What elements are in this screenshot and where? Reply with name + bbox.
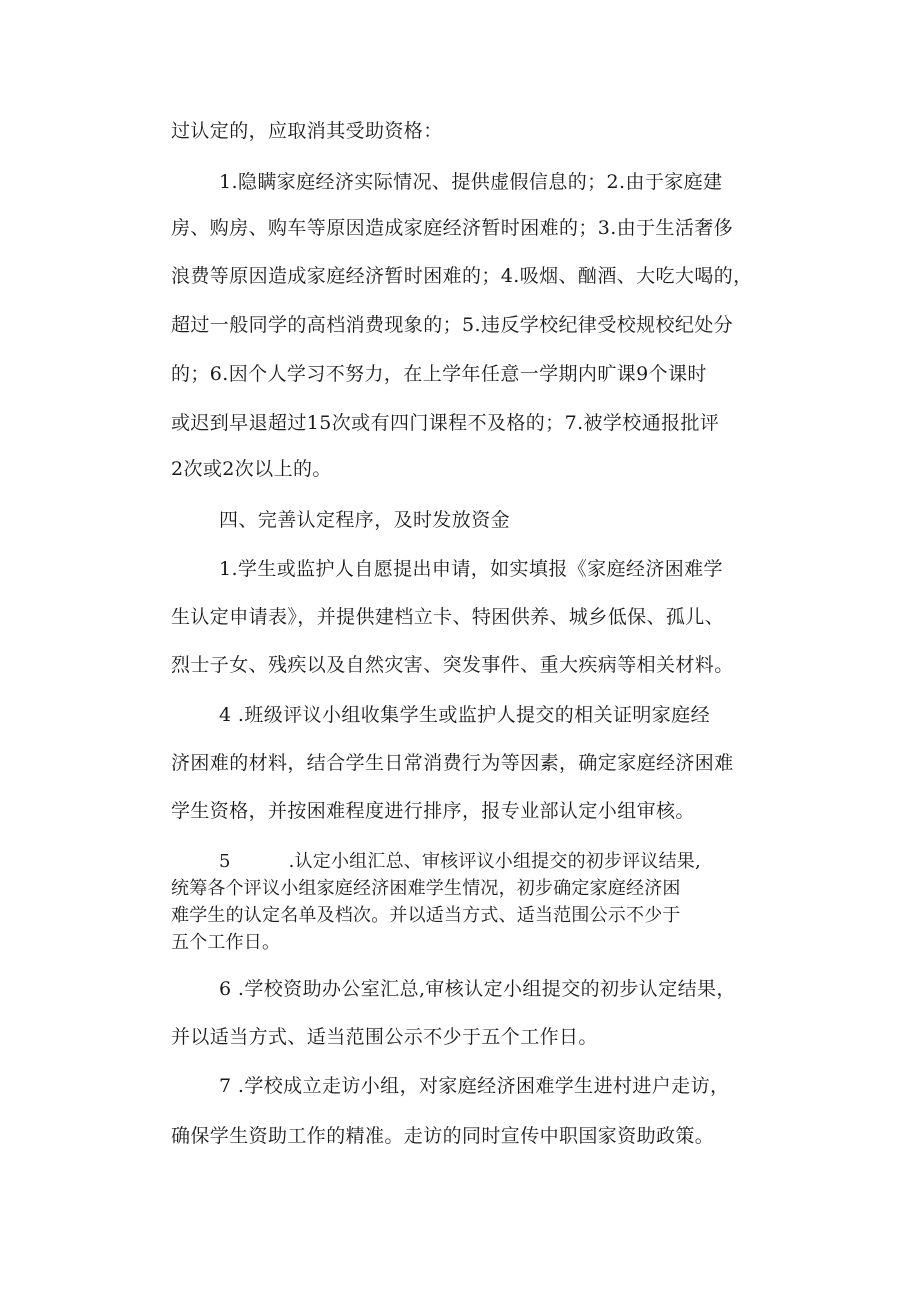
item-5-text: .认定小组汇总、审核评议小组提交的初步评议结果, — [288, 851, 701, 872]
paragraph-line: 或迟到早退超过15次或有四门课程不及格的；7.被学校通报批评 — [171, 412, 720, 434]
paragraph-line: 6 .学校资助办公室汇总,审核认定小组提交的初步认定结果， — [219, 978, 736, 1000]
paragraph-line: 1.隐瞒家庭经济实际情况、提供虚假信息的；2.由于家庭建 — [219, 171, 723, 193]
paragraph-line: 的；6.因个人学习不努力，在上学年任意一学期内旷课9个课时 — [171, 363, 707, 385]
paragraph-line: 并以适当方式、适当范围公示不少于五个工作日。 — [171, 1026, 598, 1048]
paragraph-line: 济困难的材料，结合学生日常消费行为等因素，确定家庭经济困难 — [171, 752, 734, 774]
paragraph-line: 1.学生或监护人自愿提出申请，如实填报《家庭经济困难学 — [219, 558, 723, 580]
section-heading: 四、完善认定程序，及时发放资金 — [219, 509, 511, 531]
item-5-number: 5 — [219, 851, 231, 872]
paragraph-line: 浪费等原因造成家庭经济暂时困难的；4.吸烟、酗酒、大吃大喝的， — [171, 265, 753, 287]
paragraph-line: 确保学生资助工作的精准。走访的同时宣传中职国家资助政策。 — [171, 1125, 715, 1147]
paragraph-line: 7 .学校成立走访小组，对家庭经济困难学生进村进户走访， — [219, 1075, 730, 1097]
paragraph-line: 过认定的，应取消其受助资格： — [171, 120, 443, 142]
paragraph-line: 生认定申请表》，并提供建档立卡、特困供养、城乡低保、孤儿、 — [171, 606, 725, 628]
paragraph-line: 难学生的认定名单及档次。并以适当方式、适当范围公示不少于 — [171, 905, 681, 926]
paragraph-line: 烈士子女、残疾以及自然灾害、突发事件、重大疾病等相关材料。 — [171, 654, 734, 676]
paragraph-line: 五个工作日。 — [171, 932, 281, 953]
paragraph-line: 2次或2次以上的。 — [171, 458, 332, 480]
paragraph-line: 学生资格，并按困难程度进行排序，报专业部认定小组审核。 — [171, 800, 695, 822]
paragraph-line: 统筹各个评议小组家庭经济困难学生情况，初步确定家庭经济困 — [171, 878, 681, 899]
item-5-first-line — [219, 851, 701, 873]
paragraph-line: 超过一般同学的高档消费现象的；5.违反学校纪律受校规校纪处分 — [171, 314, 734, 336]
paragraph-line: 房、购房、购车等原因造成家庭经济暂时困难的；3.由于生活奢侈 — [171, 217, 734, 239]
paragraph-line: 4 .班级评议小组收集学生或监护人提交的相关证明家庭经 — [219, 704, 710, 726]
